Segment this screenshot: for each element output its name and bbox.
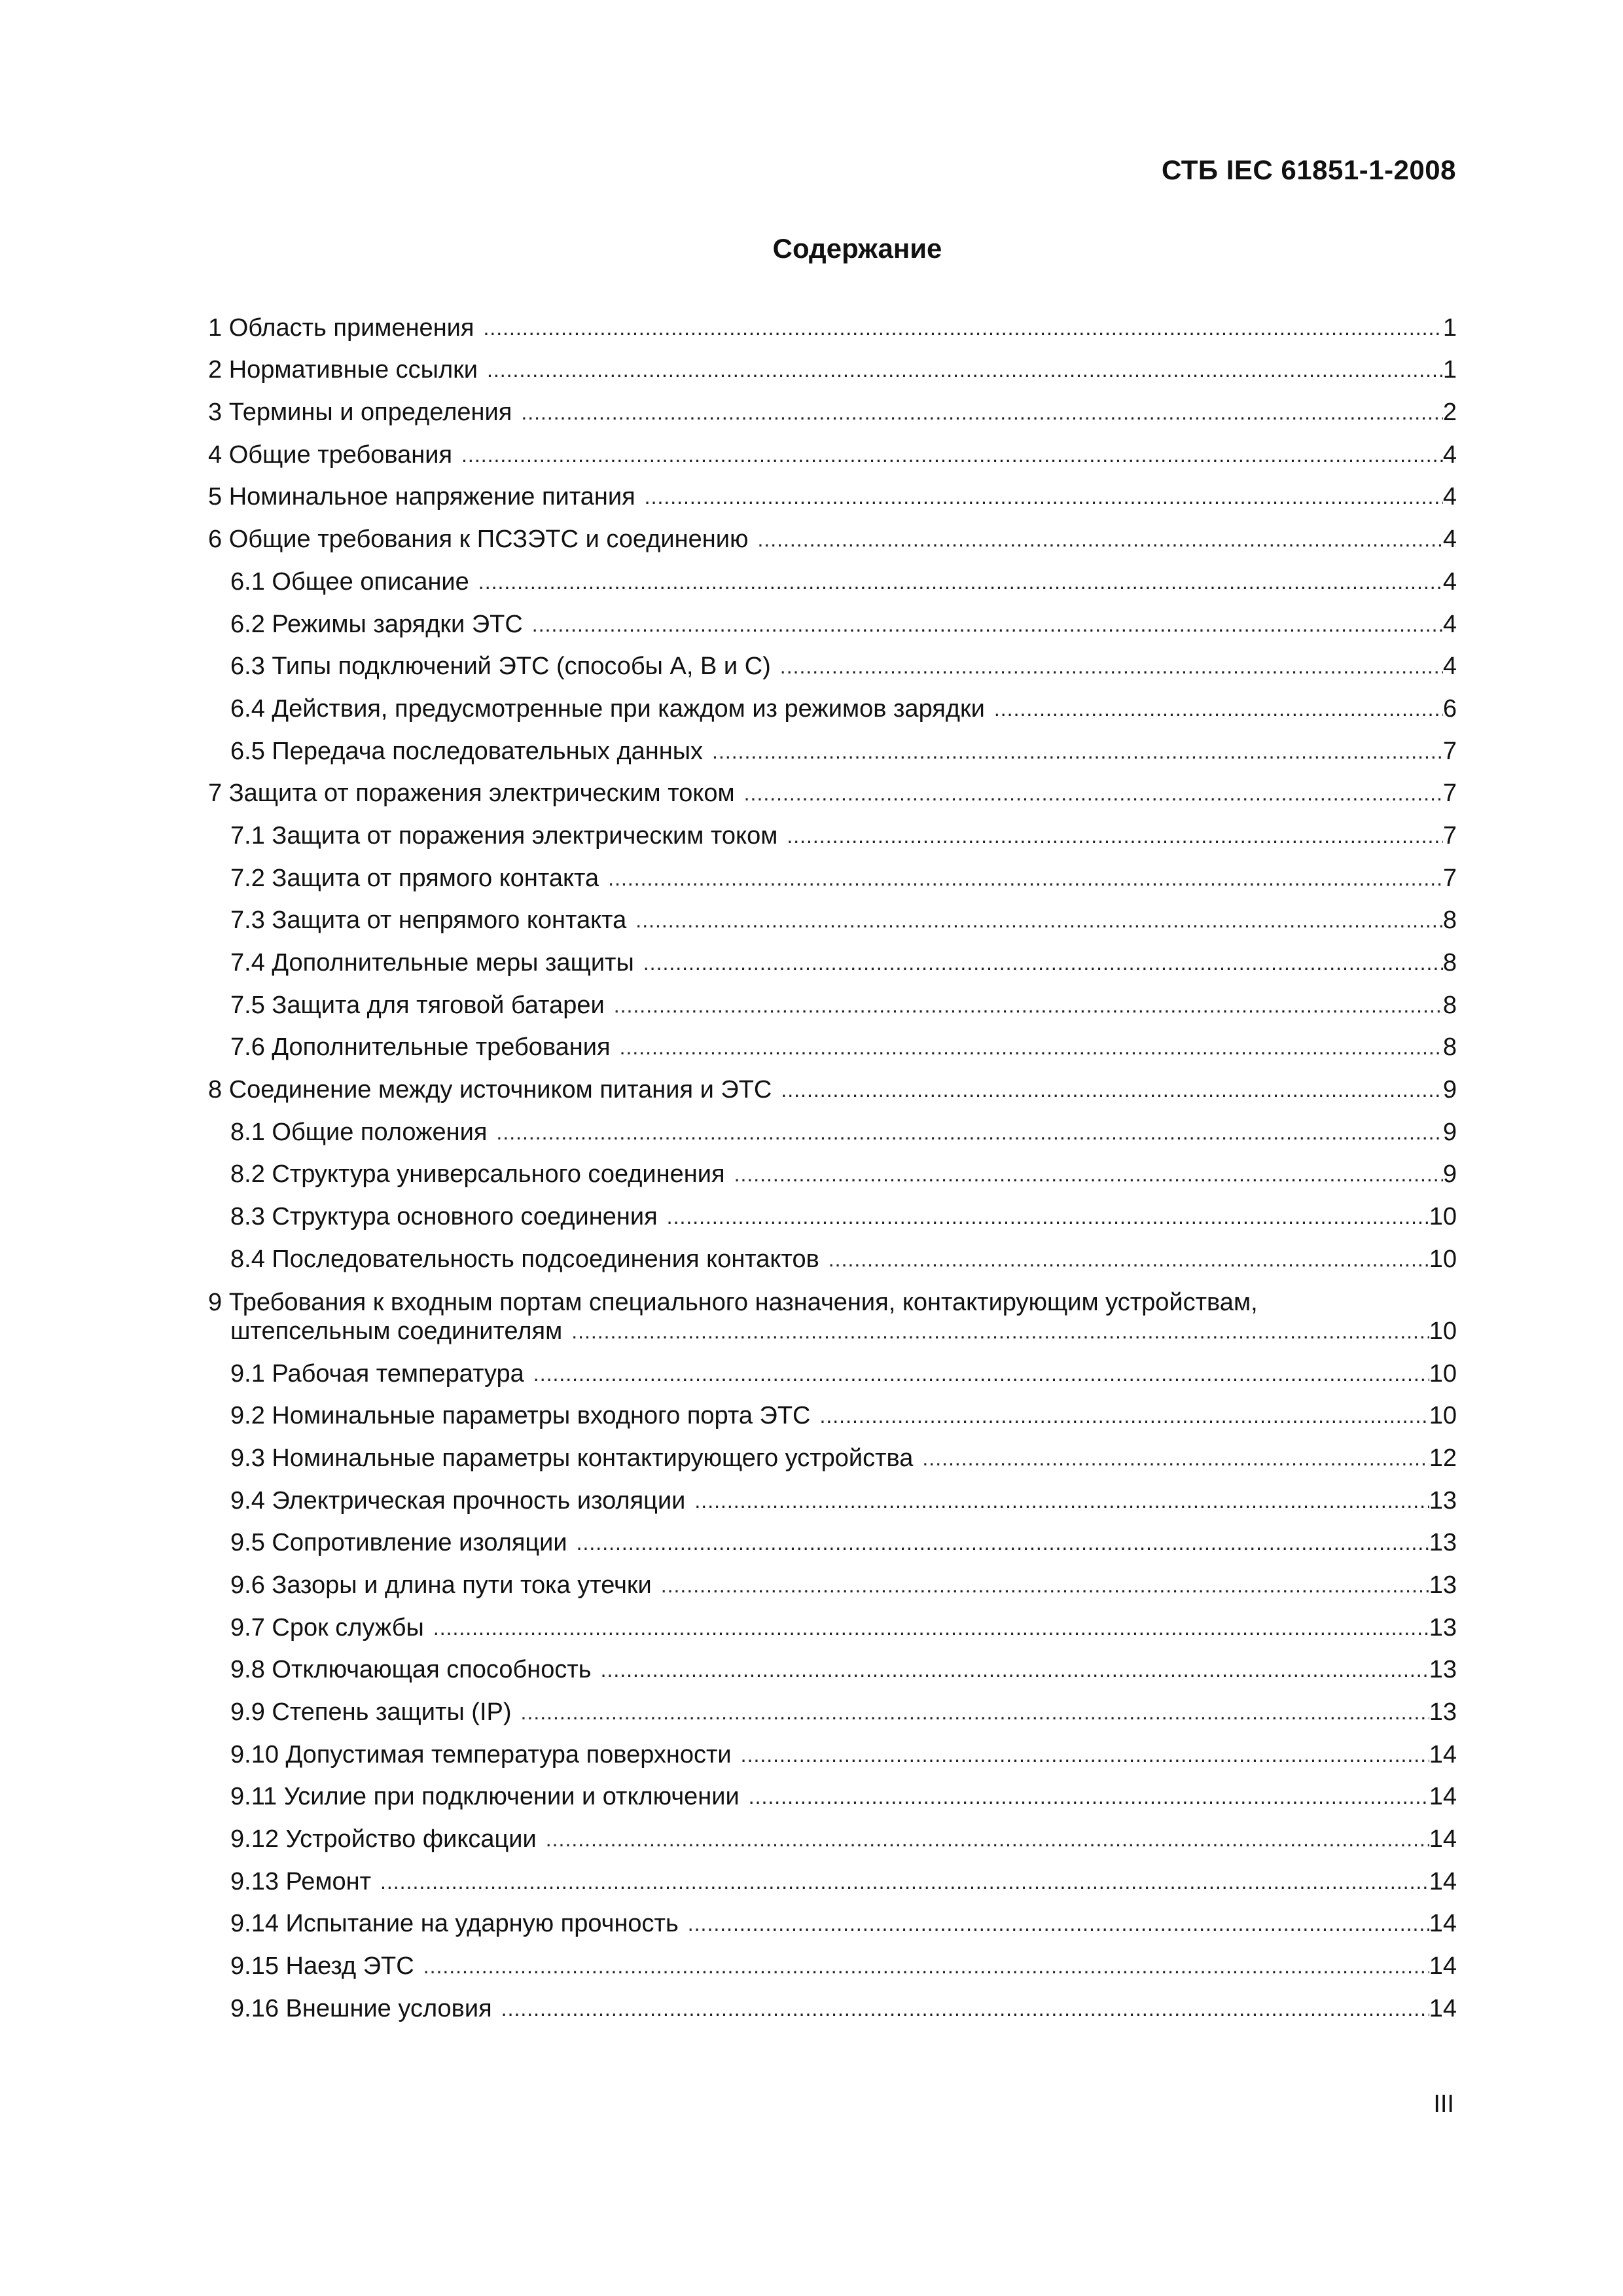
toc-entry[interactable]: [208, 1231, 1457, 1274]
toc-entry[interactable]: [208, 1515, 1457, 1558]
toc-entry-title: 6.3 Типы подключений ЭТС (способы А, В и С): [230, 653, 771, 681]
toc-entry-title: 9.14 Испытание на ударную прочность: [230, 1910, 679, 1938]
toc-entry-page: 14: [1429, 1952, 1457, 1981]
toc-entry-title: 9.2 Номинальные параметры входного порта ЭТС: [230, 1402, 811, 1430]
toc-entry[interactable]: [208, 1600, 1457, 1642]
toc-entry[interactable]: [208, 639, 1457, 681]
toc-entry-page: 12: [1429, 1444, 1457, 1472]
dot-leader: [496, 1118, 1442, 1147]
toc-entry[interactable]: [208, 808, 1457, 850]
toc-entry-page: 7: [1442, 737, 1457, 765]
toc-entry-title: 8.4 Последовательность подсоединения контактов: [230, 1245, 819, 1273]
toc-entry-page: 13: [1429, 1486, 1457, 1515]
dot-leader: [487, 355, 1443, 384]
toc-entry[interactable]: [208, 1020, 1457, 1062]
toc-entry[interactable]: [208, 1104, 1457, 1147]
toc-entry[interactable]: [208, 1430, 1457, 1473]
toc-entry-page: 4: [1442, 440, 1457, 469]
toc-entry-title: 9.3 Номинальные параметры контактирующего устройства: [230, 1444, 914, 1472]
dot-leader: [688, 1909, 1429, 1938]
toc-entry-page: 9: [1442, 1118, 1457, 1146]
dot-leader: [614, 991, 1443, 1020]
dot-leader: [922, 1444, 1429, 1473]
toc-entry-title: 9.7 Срок службы: [230, 1613, 424, 1641]
toc-entry-page: 4: [1442, 526, 1457, 554]
toc-entry-title: 7.5 Защита для тяговой батареи: [230, 991, 605, 1019]
toc-entry[interactable]: [208, 1642, 1457, 1685]
toc-entry[interactable]: [208, 1727, 1457, 1769]
toc-entry-title: 9.10 Допустимая температура поверхности: [230, 1740, 732, 1768]
toc-entry-title: 9.8 Отключающая способность: [230, 1656, 592, 1684]
toc-entry[interactable]: [208, 1557, 1457, 1600]
toc-entry-page: 6: [1442, 694, 1457, 723]
toc-entry-title-continuation: штепсельным соединителям: [230, 1317, 563, 1345]
toc-entry[interactable]: [208, 893, 1457, 935]
toc-entry-title: 8.2 Структура универсального соединения: [230, 1160, 725, 1189]
toc-entry-page: 14: [1429, 1867, 1457, 1895]
dot-leader: [478, 567, 1443, 596]
document-code: СТБ IEC 61851-1-2008: [1161, 154, 1456, 185]
toc-entry-title: 9.16 Внешние условия: [230, 1994, 492, 2022]
toc-entry-title: 9.4 Электрическая прочность изоляции: [230, 1486, 686, 1515]
toc-entry-page: 9: [1442, 1160, 1457, 1189]
toc-entry-title: 4 Общие требования: [208, 440, 453, 469]
toc-entry-page: 13: [1429, 1613, 1457, 1641]
toc-entry-page: 10: [1429, 1317, 1457, 1345]
dot-leader: [380, 1867, 1429, 1896]
toc-entry[interactable]: [208, 723, 1457, 766]
toc-entry[interactable]: [208, 766, 1457, 808]
dot-leader: [994, 694, 1443, 723]
toc-entry-page: 4: [1442, 483, 1457, 511]
dot-leader: [483, 314, 1442, 342]
dot-leader: [601, 1655, 1429, 1684]
dot-leader: [571, 1317, 1429, 1346]
toc-entry-title: 3 Термины и определения: [208, 399, 512, 427]
toc-entry[interactable]: [208, 384, 1457, 427]
toc-entry-page: 1: [1442, 356, 1457, 384]
toc-title: Содержание: [772, 233, 942, 264]
toc-entry-title: 9.11 Усилие при подключении и отключении: [230, 1783, 740, 1811]
toc-entry-page: 10: [1429, 1245, 1457, 1273]
toc-entry[interactable]: [208, 850, 1457, 893]
dot-leader: [661, 1571, 1429, 1600]
toc-entry-page: 10: [1429, 1203, 1457, 1231]
toc-entry-title: 8.3 Структура основного соединения: [230, 1203, 658, 1231]
toc-entry[interactable]: [208, 935, 1457, 977]
toc-entry-title: 2 Нормативные ссылки: [208, 356, 478, 384]
toc-entry-title: 6.5 Передача последовательных данных: [230, 737, 704, 765]
dot-leader: [461, 440, 1443, 469]
toc-entry[interactable]: [208, 554, 1457, 596]
page-number: III: [1433, 2090, 1454, 2118]
toc-entry-page: 8: [1442, 991, 1457, 1019]
toc-entry-title: 8 Соединение между источником питания и ЭТС: [208, 1076, 772, 1104]
toc-entry-title: 1 Область применения: [208, 314, 474, 342]
toc-entry[interactable]: [208, 427, 1457, 469]
toc-entry-page: 1: [1442, 314, 1457, 342]
toc-entry-page: 2: [1442, 399, 1457, 427]
dot-leader: [694, 1486, 1429, 1515]
toc-entry[interactable]: [208, 1388, 1457, 1431]
toc-entry-title: 6 Общие требования к ПСЗЭТС и соединению: [208, 526, 749, 554]
toc-entry[interactable]: [208, 1684, 1457, 1727]
toc-entry-page: 14: [1429, 1783, 1457, 1811]
toc-entry-page: 14: [1429, 1994, 1457, 2022]
toc-entry-page: 4: [1442, 567, 1457, 596]
dot-leader: [643, 948, 1443, 977]
toc-entry[interactable]: [208, 1346, 1457, 1388]
toc-entry-page: 14: [1429, 1740, 1457, 1768]
toc-entry[interactable]: [208, 1189, 1457, 1231]
toc-entry-title: 5 Номинальное напряжение питания: [208, 483, 635, 511]
dot-leader: [749, 1782, 1429, 1811]
toc-entry[interactable]: [208, 681, 1457, 723]
toc-entry-page: 10: [1429, 1359, 1457, 1388]
dot-leader: [546, 1825, 1429, 1854]
toc-entry-page: 8: [1442, 906, 1457, 935]
dot-leader: [820, 1401, 1429, 1430]
toc-entry[interactable]: [208, 1938, 1457, 1981]
toc-entry-page: 13: [1429, 1529, 1457, 1557]
toc-entry[interactable]: [208, 1769, 1457, 1812]
toc-entry[interactable]: [208, 596, 1457, 639]
dot-leader: [780, 652, 1443, 681]
toc-entry-title: 7.2 Защита от прямого контакта: [230, 864, 599, 892]
toc-entry-page: 13: [1429, 1656, 1457, 1684]
toc-entry-title: 9 Требования к входным портам специального назначения, контактирующим устройствам,: [208, 1288, 1258, 1316]
dot-leader: [423, 1952, 1429, 1981]
toc-entry-page: 10: [1429, 1402, 1457, 1430]
toc-entry-title: 9.9 Степень защиты (IP): [230, 1698, 512, 1726]
toc-entry[interactable]: [208, 1981, 1457, 2023]
toc-entry-title: 8.1 Общие положения: [230, 1118, 488, 1146]
toc-entry-title: 6.1 Общее описание: [230, 567, 469, 596]
toc-entry-page: 7: [1442, 780, 1457, 808]
dot-leader: [734, 1160, 1443, 1189]
dot-leader: [829, 1245, 1429, 1274]
dot-leader: [744, 779, 1443, 808]
toc-entry[interactable]: [208, 1062, 1457, 1104]
toc-entry-page: 7: [1442, 864, 1457, 892]
toc-entry[interactable]: [208, 1896, 1457, 1939]
toc-entry[interactable]: [208, 300, 1457, 342]
dot-leader: [577, 1528, 1429, 1557]
toc-entry-page: 9: [1442, 1076, 1457, 1104]
dot-leader: [757, 525, 1442, 554]
toc-entry-page: 4: [1442, 653, 1457, 681]
toc-entry-title: 9.13 Ремонт: [230, 1867, 371, 1895]
toc-entry-title: 9.12 Устройство фиксации: [230, 1825, 537, 1854]
toc-entry-title: 9.15 Наезд ЭТС: [230, 1952, 414, 1981]
toc-entry[interactable]: [208, 1274, 1457, 1346]
dot-leader: [787, 821, 1443, 850]
toc-entry-title: 9.1 Рабочая температура: [230, 1359, 524, 1388]
dot-leader: [620, 1033, 1443, 1062]
toc-entry[interactable]: [208, 977, 1457, 1020]
dot-leader: [532, 610, 1443, 639]
dot-leader: [433, 1613, 1429, 1642]
toc-entry[interactable]: [208, 1811, 1457, 1854]
toc-entry[interactable]: [208, 1854, 1457, 1896]
toc-entry-page: 13: [1429, 1698, 1457, 1726]
toc-entry-page: 13: [1429, 1571, 1457, 1599]
toc-entry-title: 9.6 Зазоры и длина пути тока утечки: [230, 1571, 652, 1599]
toc-entry-title: 7.1 Защита от поражения электрическим током: [230, 821, 778, 850]
toc-entry-title: 7 Защита от поражения электрическим током: [208, 780, 735, 808]
toc-entry[interactable]: [208, 342, 1457, 385]
dot-leader: [635, 906, 1443, 935]
toc-entry-title: 7.6 Дополнительные требования: [230, 1033, 611, 1062]
toc-entry-page: 14: [1429, 1825, 1457, 1854]
table-of-contents: [208, 300, 1457, 2023]
dot-leader: [781, 1075, 1442, 1104]
toc-entry[interactable]: [208, 511, 1457, 554]
toc-entry-page: 14: [1429, 1910, 1457, 1938]
toc-entry-title: 9.5 Сопротивление изоляции: [230, 1529, 567, 1557]
toc-entry-title: 6.2 Режимы зарядки ЭТС: [230, 610, 523, 638]
toc-entry[interactable]: [208, 1473, 1457, 1515]
toc-entry-page: 8: [1442, 1033, 1457, 1062]
toc-entry[interactable]: [208, 469, 1457, 512]
dot-leader: [667, 1202, 1429, 1231]
toc-entry-page: 4: [1442, 610, 1457, 638]
dot-leader: [608, 864, 1443, 893]
dot-leader: [533, 1359, 1429, 1388]
dot-leader: [741, 1740, 1429, 1769]
dot-leader: [521, 398, 1443, 427]
dot-leader: [501, 1994, 1429, 2023]
toc-entry-title: 7.4 Дополнительные меры защиты: [230, 949, 634, 977]
dot-leader: [645, 482, 1443, 511]
toc-entry[interactable]: [208, 1147, 1457, 1189]
dot-leader: [521, 1698, 1429, 1727]
toc-entry-page: 7: [1442, 821, 1457, 850]
dot-leader: [712, 737, 1443, 766]
toc-entry-page: 8: [1442, 949, 1457, 977]
toc-entry-title: 7.3 Защита от непрямого контакта: [230, 906, 627, 935]
toc-entry-title: 6.4 Действия, предусмотренные при каждом из режимов зарядки: [230, 694, 985, 723]
